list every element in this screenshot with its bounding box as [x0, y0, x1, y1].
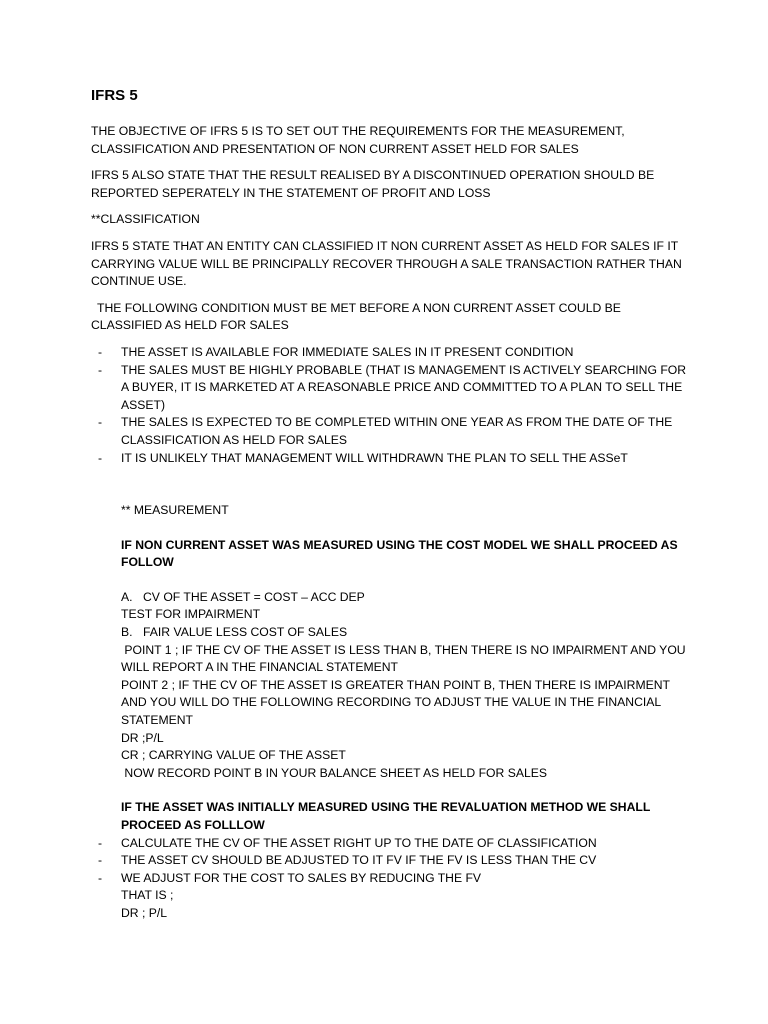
dr-pl-final: DR ; P/L: [121, 905, 168, 920]
list-item: - WE ADJUST FOR THE COST TO SALES BY REDUCING THE FV: [91, 870, 691, 888]
revaluation-heading: IF THE ASSET WAS INITIALLY MEASURED USING THE REVALUATION METHOD WE SHALL PROCEED AS FOLLLOW: [121, 800, 651, 832]
test-impairment-line: TEST FOR IMPAIRMENT: [121, 607, 261, 622]
point-1: POINT 1 ; IF THE CV OF THE ASSET IS LESS THAN B, THEN THERE IS NO IMPAIRMENT AND YOU WILL REPORT A IN THE FINANCIAL STATEMENT: [121, 642, 689, 675]
item-b-text: FAIR VALUE LESS COST OF SALES: [143, 625, 348, 640]
conditions-list: [91, 344, 691, 467]
classification-paragraph: IFRS 5 STATE THAT AN ENTITY CAN CLASSIFIED IT NON CURRENT ASSET AS HELD FOR SALES IF IT CARRYING VALUE WILL BE PRINCIPALLY RECOVER THROUGH A SALE TRANSACTION RATHER THAN CONTINUE USE.: [91, 238, 682, 289]
point-2: POINT 2 ; IF THE CV OF THE ASSET IS GREATER THAN POINT B, THEN THERE IS IMPAIRMENT AND YOU WILL DO THE FOLLOWING RECORDING TO ADJUST THE VALUE IN THE FINANCIAL STATEMENT: [121, 677, 670, 728]
list-item: - THE ASSET CV SHOULD BE ADJUSTED TO IT FV IF THE FV IS LESS THAN THE CV: [91, 852, 691, 870]
document-title: IFRS 5: [91, 87, 138, 104]
classification-heading: **CLASSIFICATION: [91, 212, 200, 227]
that-is-line: THAT IS ;: [121, 888, 174, 903]
item-a: [121, 589, 691, 607]
measurement-heading: ** MEASUREMENT: [121, 503, 229, 518]
cr-line: CR ; CARRYING VALUE OF THE ASSET: [121, 748, 346, 763]
item-b-marker: B.: [121, 625, 133, 640]
item-b: [121, 624, 691, 642]
document-body: [91, 86, 691, 923]
list-item: - CALCULATE THE CV OF THE ASSET RIGHT UP TO THE DATE OF CLASSIFICATION: [91, 835, 691, 853]
item-a-text: CV OF THE ASSET = COST – ACC DEP: [143, 589, 365, 604]
spacer: [91, 476, 691, 502]
list-item: - THE SALES MUST BE HIGHLY PROBABLE (THAT IS MANAGEMENT IS ACTIVELY SEARCHING FOR A BUYER, IT IS MARKETED AT A REASONABLE PRICE AND COMMITTED TO A PLAN TO SELL THE ASSET): [91, 362, 691, 415]
dr-pl-line: DR ;P/L: [121, 730, 164, 745]
discontinued-operation-paragraph: IFRS 5 ALSO STATE THAT THE RESULT REALISED BY A DISCONTINUED OPERATION SHOULD BE REPORTED SEPERATELY IN THE STATEMENT OF PROFIT AND LOSS: [91, 168, 655, 200]
revaluation-list: [91, 835, 691, 888]
record-line: NOW RECORD POINT B IN YOUR BALANCE SHEET AS HELD FOR SALES: [121, 765, 547, 780]
list-item: - IT IS UNLIKELY THAT MANAGEMENT WILL WITHDRAWN THE PLAN TO SELL THE ASSeT: [91, 450, 691, 468]
revaluation-tail: [91, 887, 691, 922]
cost-model-heading: IF NON CURRENT ASSET WAS MEASURED USING THE COST MODEL WE SHALL PROCEED AS FOLLOW: [121, 537, 678, 570]
measurement-section: [91, 502, 691, 835]
objective-paragraph: THE OBJECTIVE OF IFRS 5 IS TO SET OUT THE REQUIREMENTS FOR THE MEASUREMENT, CLASSIFICATION AND PRESENTATION OF NON CURRENT ASSET HELD FOR SALES: [91, 124, 625, 156]
item-a-marker: A.: [121, 589, 133, 604]
list-item: - THE SALES IS EXPECTED TO BE COMPLETED WITHIN ONE YEAR AS FROM THE DATE OF THE CLASSIFICATION AS HELD FOR SALES: [91, 414, 691, 449]
conditions-intro: THE FOLLOWING CONDITION MUST BE MET BEFORE A NON CURRENT ASSET COULD BE CLASSIFIED AS HELD FOR SALES: [91, 300, 621, 333]
list-item: - THE ASSET IS AVAILABLE FOR IMMEDIATE SALES IN IT PRESENT CONDITION: [91, 344, 691, 362]
